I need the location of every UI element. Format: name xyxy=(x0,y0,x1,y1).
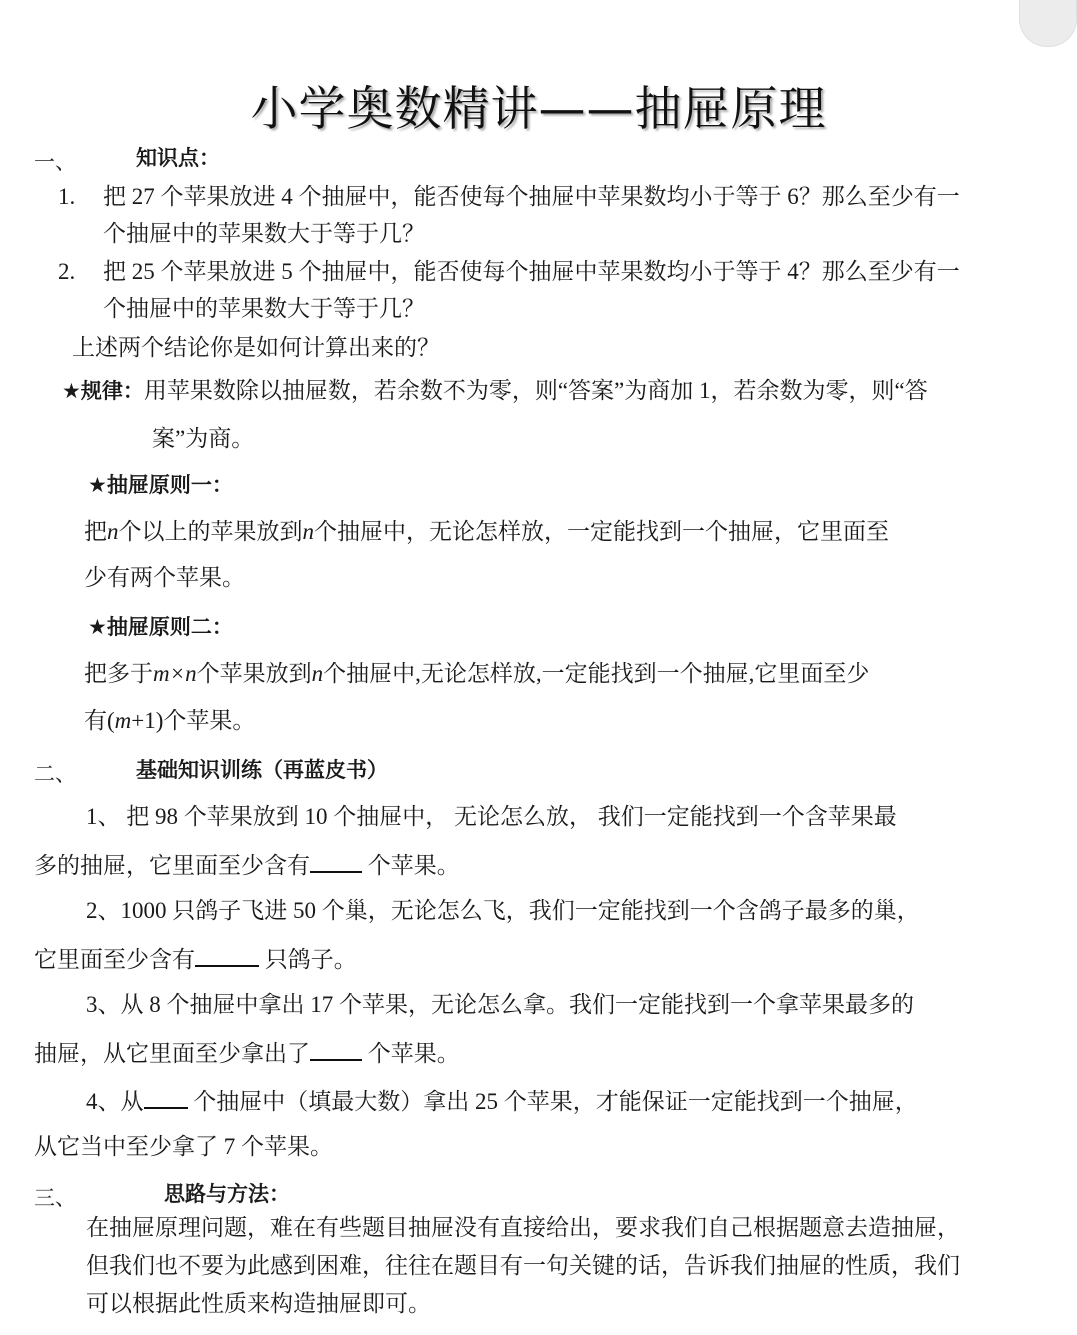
principle-1-text-c: 个抽屉中，无论怎样放，一定能找到一个抽屉，它里面至 xyxy=(314,519,889,544)
exercise-3-line1: 3、从 8 个抽屉中拿出 17 个苹果，无论怎么拿。我们一定能找到一个拿苹果最多的 xyxy=(86,992,914,1017)
rule-line1 xyxy=(62,376,928,406)
section-3-heading: 思路与方法： xyxy=(164,1182,290,1206)
exercise-2-line2 xyxy=(34,943,357,975)
principle-1-text-a: 把 xyxy=(84,519,107,544)
exercise-4-text-b: 个抽屉中（填最大数）拿出 25 个苹果，才能保证一定能找到一个抽屉， xyxy=(187,1089,918,1114)
exercise-2-text: 它里面至少含有 xyxy=(34,947,195,972)
page-title: 小学奥数精讲——抽屉原理 xyxy=(250,82,827,137)
principle-2-line2 xyxy=(84,706,255,736)
exercise-1-unit: 个苹果。 xyxy=(362,853,460,878)
variable-n: n xyxy=(107,519,119,544)
prompt-text: 上述两个结论你是如何计算出来的？ xyxy=(72,335,440,360)
principle-2-text-d: 有( xyxy=(84,708,115,733)
exercise-3-unit: 个苹果。 xyxy=(362,1041,460,1066)
principle-1-line1 xyxy=(84,517,889,547)
exercise-4-line1 xyxy=(86,1085,918,1117)
exercise-3-line2 xyxy=(34,1037,460,1069)
rule-line2: 案”为商。 xyxy=(152,426,255,451)
principle-1-label: ★抽屉原则一： xyxy=(88,473,233,497)
exercise-2-answer-blank[interactable] xyxy=(195,943,259,967)
exercise-1-line1: 1、 把 98 个苹果放到 10 个抽屉中， 无论怎么放， 我们一定能找到一个含苹果最 xyxy=(86,804,897,829)
rule-label: ★规律： xyxy=(62,379,144,403)
exercise-1-text: 多的抽屉，它里面至少含有 xyxy=(34,853,310,878)
principle-2-text-c: 个抽屉中,无论怎样放,一定能找到一个抽屉,它里面至少 xyxy=(323,661,870,686)
exercise-4-line2: 从它当中至少拿了 7 个苹果。 xyxy=(34,1134,333,1159)
question-2-line2: 个抽屉中的苹果数大于等于几？ xyxy=(103,296,425,321)
exercise-4-text-a: 4、从 xyxy=(86,1089,144,1114)
exercise-4-answer-blank[interactable] xyxy=(144,1085,188,1109)
exercise-3-answer-blank[interactable] xyxy=(310,1037,362,1061)
section-2-heading: 基础知识训练（再蓝皮书） xyxy=(136,758,388,782)
variable-n: n xyxy=(311,661,324,686)
section-1-number: 一、 xyxy=(34,150,76,174)
exercise-2-line1: 2、1000 只鸽子飞进 50 个巢，无论怎么飞，我们一定能找到一个含鸽子最多的巢， xyxy=(86,898,920,923)
exercise-1-answer-blank[interactable] xyxy=(310,849,362,873)
principle-2-text-b: 个苹果放到 xyxy=(196,661,312,686)
variable-m: m xyxy=(114,708,132,733)
exercise-1-line2 xyxy=(34,849,460,881)
question-1-number: 1. xyxy=(58,184,76,209)
method-line2: 但我们也不要为此感到困难，往往在题目有一句关键的话，告诉我们抽屉的性质，我们 xyxy=(86,1253,960,1278)
question-1-line2: 个抽屉中的苹果数大于等于几？ xyxy=(103,221,425,246)
principle-2-line1 xyxy=(84,659,869,689)
rule-text: 用苹果数除以抽屉数，若余数不为零，则“答案”为商加 1，若余数为零，则“答 xyxy=(143,378,928,403)
scroll-handle[interactable] xyxy=(1019,0,1077,47)
exercise-3-text: 抽屉，从它里面至少拿出了 xyxy=(34,1041,310,1066)
method-line3: 可以根据此性质来构造抽屉即可。 xyxy=(86,1291,431,1316)
principle-1-text-b: 个以上的苹果放到 xyxy=(118,519,303,544)
expression-m-times-n: m×n xyxy=(153,661,197,686)
method-line1: 在抽屉原理问题，难在有些题目抽屉没有直接给出，要求我们自己根据题意去造抽屉， xyxy=(86,1215,960,1240)
question-2-line1: 把 25 个苹果放进 5 个抽屉中，能否使每个抽屉中苹果数均小于等于 4？那么至少有一 xyxy=(103,259,960,284)
variable-n: n xyxy=(302,519,314,544)
section-3-number: 三、 xyxy=(34,1186,76,1210)
section-2-number: 二、 xyxy=(34,762,76,786)
exercise-2-unit: 只鸽子。 xyxy=(259,947,357,972)
question-2-number: 2. xyxy=(58,259,76,284)
principle-2-text-e: +1)个苹果。 xyxy=(131,708,256,733)
principle-2-label: ★抽屉原则二： xyxy=(88,615,233,639)
question-1-line1: 把 27 个苹果放进 4 个抽屉中，能否使每个抽屉中苹果数均小于等于 6？那么至少有一 xyxy=(103,184,960,209)
section-1-heading: 知识点： xyxy=(136,146,220,170)
principle-1-line2: 少有两个苹果。 xyxy=(84,565,245,590)
principle-2-text-a: 把多于 xyxy=(84,661,153,686)
